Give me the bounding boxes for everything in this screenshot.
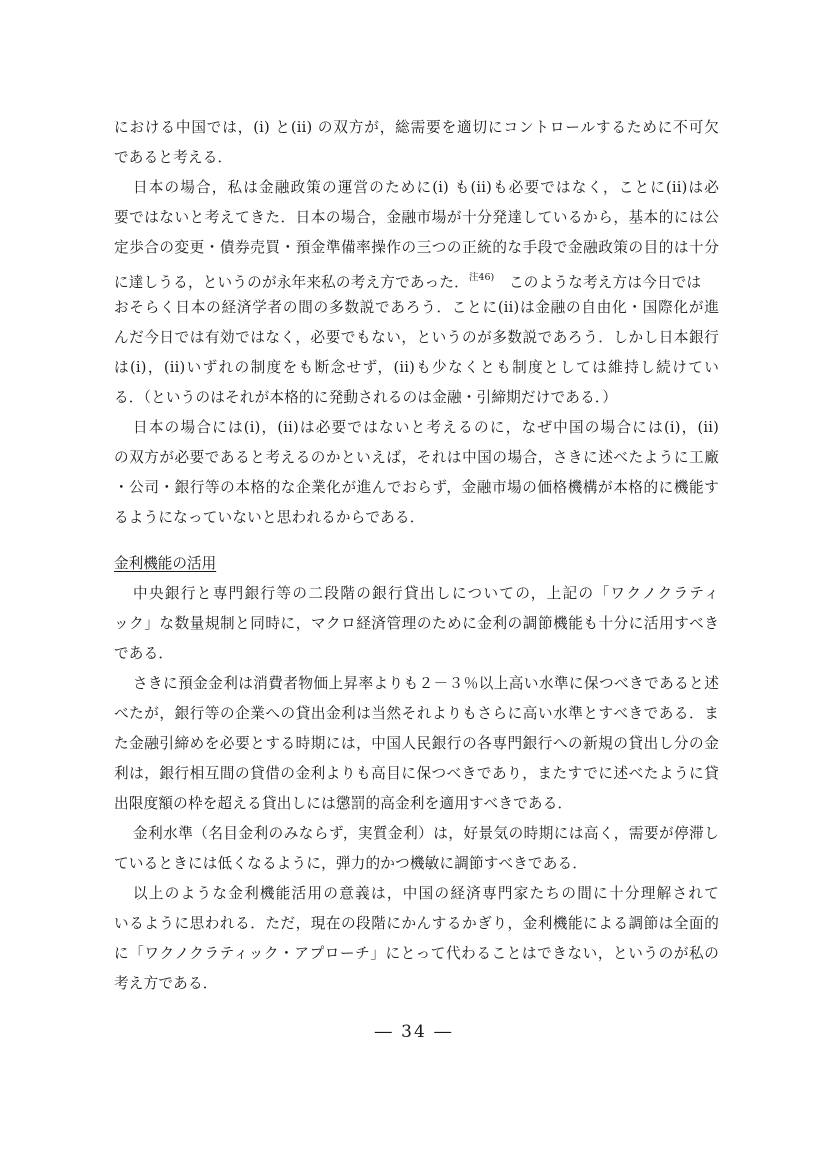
text-line-with-footnote — [114, 268, 719, 291]
text-line: さきに預金金利は消費者物価上昇率よりも２－３％以上高い水準に保つべきであると述 — [133, 675, 719, 692]
text-line: るようになっていないと思われるからである． — [114, 509, 425, 526]
text-line: ック」な数量規制と同時に，マクロ経済管理のために金利の調節機能も十分に活用すべき — [114, 615, 719, 632]
text-line: 要ではないと考えてきた．日本の場合，金融市場が十分発達しているから，基本的には公 — [114, 209, 719, 226]
text-line: 中央銀行と専門銀行等の二段階の銀行貸出しについての，上記の「ワクノクラティ — [133, 585, 719, 602]
text-line: 以上のような金利機能活用の意義は，中国の経済専門家たちの間に十分理解されて — [133, 885, 719, 902]
text-line: いるように思われる．ただ，現在の段階にかんするかぎり，金利機能による調節は全面的 — [114, 915, 719, 932]
footnote-reference: 注46) — [468, 272, 495, 283]
text-line: ているときには低くなるように，弾力的かつ機敏に調節すべきである． — [114, 855, 588, 872]
text-line: における中国では，(i) と(ii) の双方が，総需要を適切にコントロールするために不可欠 — [114, 119, 719, 136]
text-line: 日本の場合には(i)，(ii)は必要ではないと考えるのに，なぜ中国の場合には(i)，(ii) — [133, 419, 719, 436]
text-line: 出限度額の枠を超える貸出しには懲罰的高金利を適用すべきである． — [114, 795, 573, 812]
text-segment: このような考え方は今日では — [509, 274, 702, 291]
text-line: の双方が必要であると考えるのかといえば，それは中国の場合，さきに述べたように工廠 — [114, 449, 719, 466]
text-segment: に達しうる，というのが永年来私の考え方であった． — [114, 274, 469, 291]
text-line: であると考える． — [114, 149, 233, 166]
section-heading: 金利機能の活用 — [114, 555, 217, 572]
text-line: る．（というのはそれが本格的に発動されるのは金融・引締期だけである．） — [114, 389, 618, 406]
text-line: ・公司・銀行等の本格的な企業化が進んでおらず，金融市場の価格機構が本格的に機能す — [114, 479, 719, 496]
text-line: んだ今日では有効ではなく，必要でもない，というのが多数説であろう．しかし日本銀行 — [114, 329, 719, 346]
page-number: ― 34 ― — [374, 1022, 454, 1042]
text-line: 考え方である． — [114, 975, 218, 992]
text-line: 日本の場合，私は金融政策の運営のために(i) も(ii)も必要ではなく，ことに(ii)は必 — [133, 179, 719, 196]
text-line: は(i)，(ii)いずれの制度をも断念せず，(ii)も少なくとも制度としては維持し続けてい — [114, 359, 719, 376]
text-line: 利は，銀行相互間の貸借の金利よりも高目に保つべきであり，またすでに述べたように貸 — [114, 765, 719, 782]
text-line: 金利水準（名目金利のみならず，実質金利）は，好景気の時期には高く，需要が停滞し — [133, 825, 719, 842]
text-line: 定歩合の変更・債券売買・預金準備率操作の三つの正統的な手段で金融政策の目的は十分 — [114, 239, 719, 256]
text-line: に「ワクノクラティック・アプローチ」にとって代わることはできない，というのが私の — [114, 945, 719, 962]
text-line: おそらく日本の経済学者の間の多数説であろう．ことに(ii)は金融の自由化・国際化が進 — [114, 299, 719, 316]
text-line: べたが，銀行等の企業への貸出金利は当然それよりもさらに高い水準とすべきである．ま — [114, 705, 719, 722]
text-line: である． — [114, 645, 174, 662]
text-line: た金融引締めを必要とする時期には，中国人民銀行の各専門銀行への新規の貸出し分の金 — [114, 735, 719, 752]
